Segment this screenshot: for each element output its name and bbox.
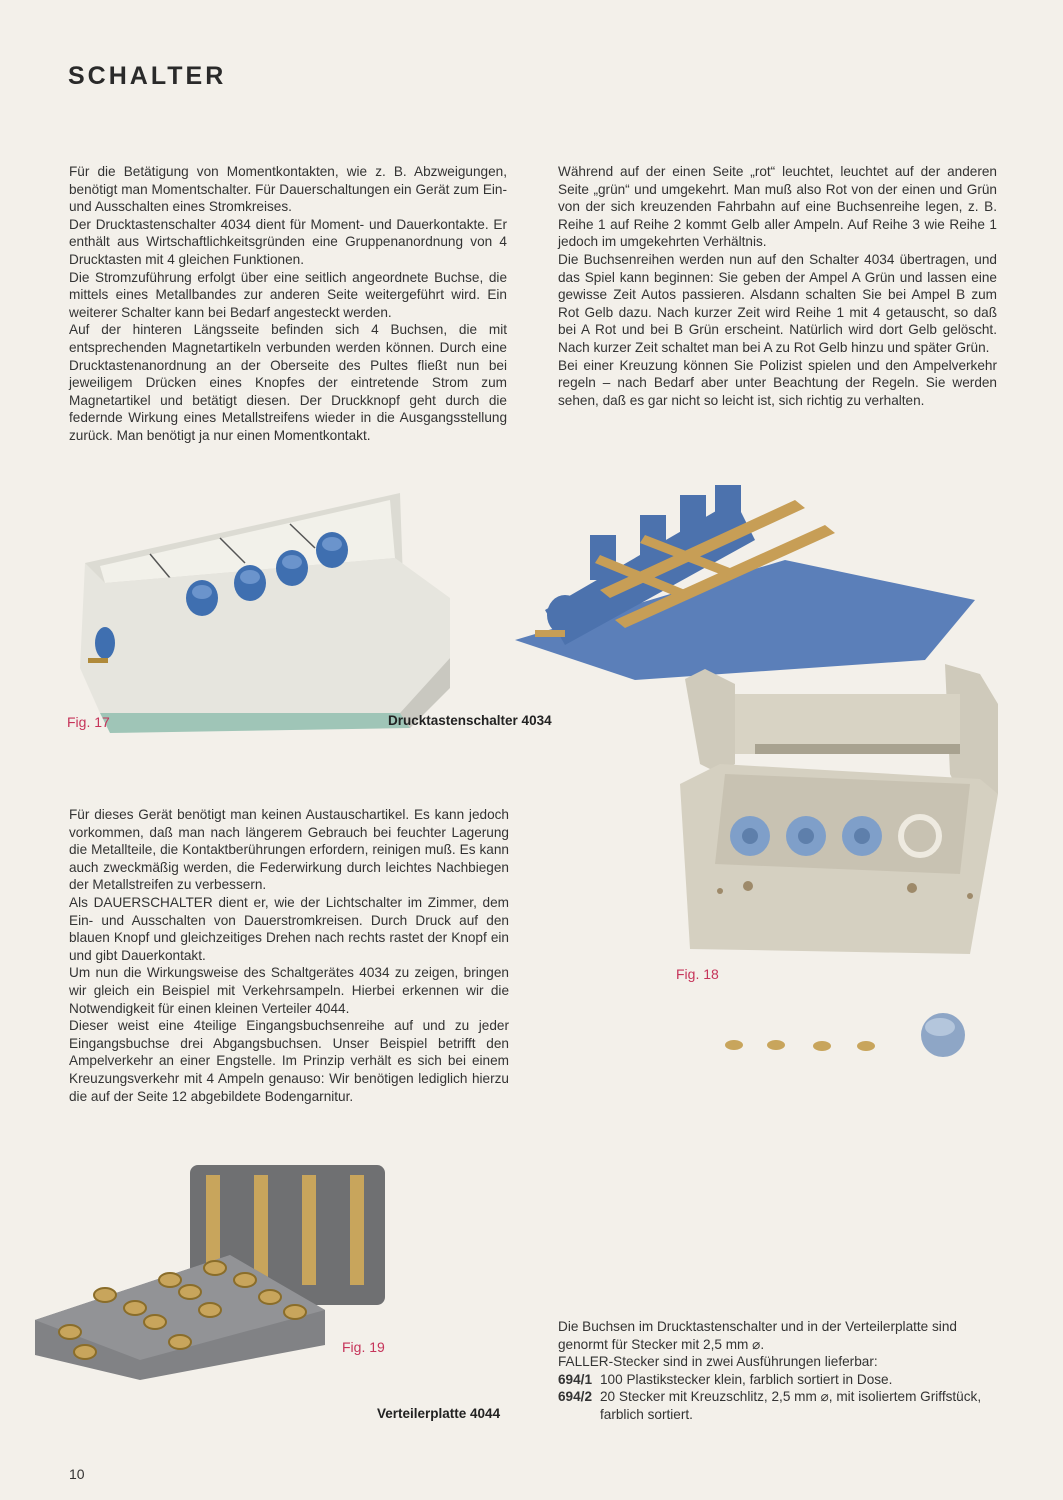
text-column-right bbox=[558, 163, 997, 409]
item-code: 694/1 bbox=[558, 1371, 593, 1387]
open-housing-image bbox=[680, 664, 1000, 960]
list-item bbox=[558, 1371, 998, 1389]
paragraph: Auf der hinteren Längsseite befinden sich 4 Buchsen, die mit entsprechenden Magnetartikeln verbunden werden können. Durch eine Drucktastenanordnung an der Oberseite des Pultes fließt nun bei jeweiligem Drücken eines Knopfes der eintretende Strom zum Magnetartikel und betätigt diesen. Der Druckknopf geht durch die federnde Wirkung eines Metallstreifens wieder in die Ausgangsstellung zurück. Man benötigt ja nur einen Momentkontakt. bbox=[69, 322, 507, 443]
figure-label: Fig. 18 bbox=[676, 966, 719, 982]
paragraph: Die Buchsenreihen werden nun auf den Schalter 4034 übertragen, und das Spiel kann beginnen: Sie geben der Ampel A Grün und lassen eine gewisse Zeit Autos passieren. Alsdann schalten Sie bei Ampel B zum Rot Gelb dazu. Nach kurzer Zeit wird Reihe 1 mit 4 getauscht, so daß bei A Rot und bei B Grün erscheint. Natürlich wird dort Gelb gelöscht. Nach kurzer Zeit schaltet man bei A zu Rot Gelb hinzu und später Grün. bbox=[558, 251, 997, 355]
push-button-switch-image bbox=[70, 488, 480, 738]
item-code: 694/2 bbox=[558, 1389, 593, 1405]
paragraph: Bei einer Kreuzung können Sie Polizist spielen und den Ampelverkehr regeln – nach Bedarf aber unter Beachtung der Regeln. Sie werden sehen, daß es gar nicht so leicht ist, sich richtig zu verhalten. bbox=[558, 357, 997, 408]
distribution-plate-image bbox=[30, 1160, 390, 1380]
paragraph: Dieser weist eine 4teilige Eingangsbuchsenreihe auf und zu jeder Eingangsbuchse drei Abgangsbuchsen. Unser Beispiel betrifft den Ampelverkehr an einer Engstelle. Im Prinzip verhält es sich bei einem Kreuzungsverkehr mit 4 Ampeln genauso: Wir benötigen lediglich hierzu die auf der Seite 12 abgebildete Bodengarnitur. bbox=[69, 1018, 509, 1104]
paragraph: Als DAUERSCHALTER dient er, wie der Lichtschalter im Zimmer, dem Ein- und Ausschalten von Dauerstromkreisen. Durch Druck auf den blauen Knopf und gleichzeitiges Drehen nach rechts rastet der Knopf ein und gibt Dauerkontakt. bbox=[69, 894, 509, 963]
note-line: Die Buchsen im Drucktastenschalter und in der Verteilerplatte sind genormt für Stecker mit 2,5 mm ⌀. bbox=[558, 1319, 957, 1352]
paragraph: Für die Betätigung von Momentkontakten, wie z. B. Abzweigungen, benötigt man Momentschalter. Für Dauerschaltungen ein Gerät zum Ein- und Ausschalten eines Stromkreises. bbox=[69, 164, 507, 215]
figure-caption: Verteilerplatte 4044 bbox=[377, 1406, 501, 1421]
paragraph: Während auf der einen Seite „rot“ leuchtet, leuchtet auf der anderen Seite „grün“ und umgekehrt. Man muß also Rot von der einen und Grün von der sich kreuzenden Fahrbahn auf eine Buchsenreihe legen, z. B. Reihe 1 auf Reihe 2 kommt Gelb aller Ampeln. Auf Reihe 3 wie Reihe 1 jedoch im umgekehrten Verhältnis. bbox=[558, 164, 997, 250]
list-item bbox=[558, 1388, 998, 1423]
item-text: 100 Plastikstecker klein, farblich sortiert in Dose. bbox=[600, 1371, 893, 1387]
paragraph: Die Stromzuführung erfolgt über eine seitlich angeordnete Buchse, die mittels eines Metallbandes zur anderen Seite weitergeführt wird. Ein weiterer Schalter kann bei Bedarf angesteckt werden. bbox=[69, 269, 507, 320]
plugs-image bbox=[718, 1005, 973, 1060]
item-text: 20 Stecker mit Kreuzschlitz, 2,5 mm ⌀, mit isoliertem Griffstück, farblich sortiert. bbox=[600, 1389, 982, 1422]
paragraph: Der Drucktastenschalter 4034 dient für Moment- und Dauerkontakte. Er enthält aus Wirtschaftlichkeitsgründen eine Gruppenanordnung von 4 Drucktasten mit 4 gleichen Funktionen. bbox=[69, 216, 507, 267]
paragraph: Für dieses Gerät benötigt man keinen Austauschartikel. Es kann jedoch vorkommen, daß man nach längerem Gebrauch bei feuchter Lagerung die Metallteile, die Kontaktberührungen erfordern, reinigen muß. Es kann auch zweckmäßig werden, die Federwirkung durch leichtes Nachbiegen der Metallstreifen zu verbessern. bbox=[69, 807, 509, 893]
figure-caption: Drucktastenschalter 4034 bbox=[388, 713, 552, 728]
figure-label: Fig. 17 bbox=[67, 714, 110, 730]
note-line: FALLER-Stecker sind in zwei Ausführungen lieferbar: bbox=[558, 1354, 878, 1370]
switch-mechanism-image bbox=[505, 480, 980, 680]
figure-label: Fig. 19 bbox=[342, 1339, 385, 1355]
page-title: SCHALTER bbox=[68, 62, 227, 90]
paragraph: Um nun die Wirkungsweise des Schaltgerätes 4034 zu zeigen, bringen wir gleich ein Beispiel mit Verkehrsampeln. Hierbei erkennen wir die Notwendigkeit für einen kleinen Verteiler 4044. bbox=[69, 965, 509, 1016]
text-column-lower bbox=[69, 806, 509, 1105]
plug-note bbox=[558, 1318, 998, 1424]
text-column-left bbox=[69, 163, 507, 445]
page-number: 10 bbox=[69, 1466, 85, 1482]
